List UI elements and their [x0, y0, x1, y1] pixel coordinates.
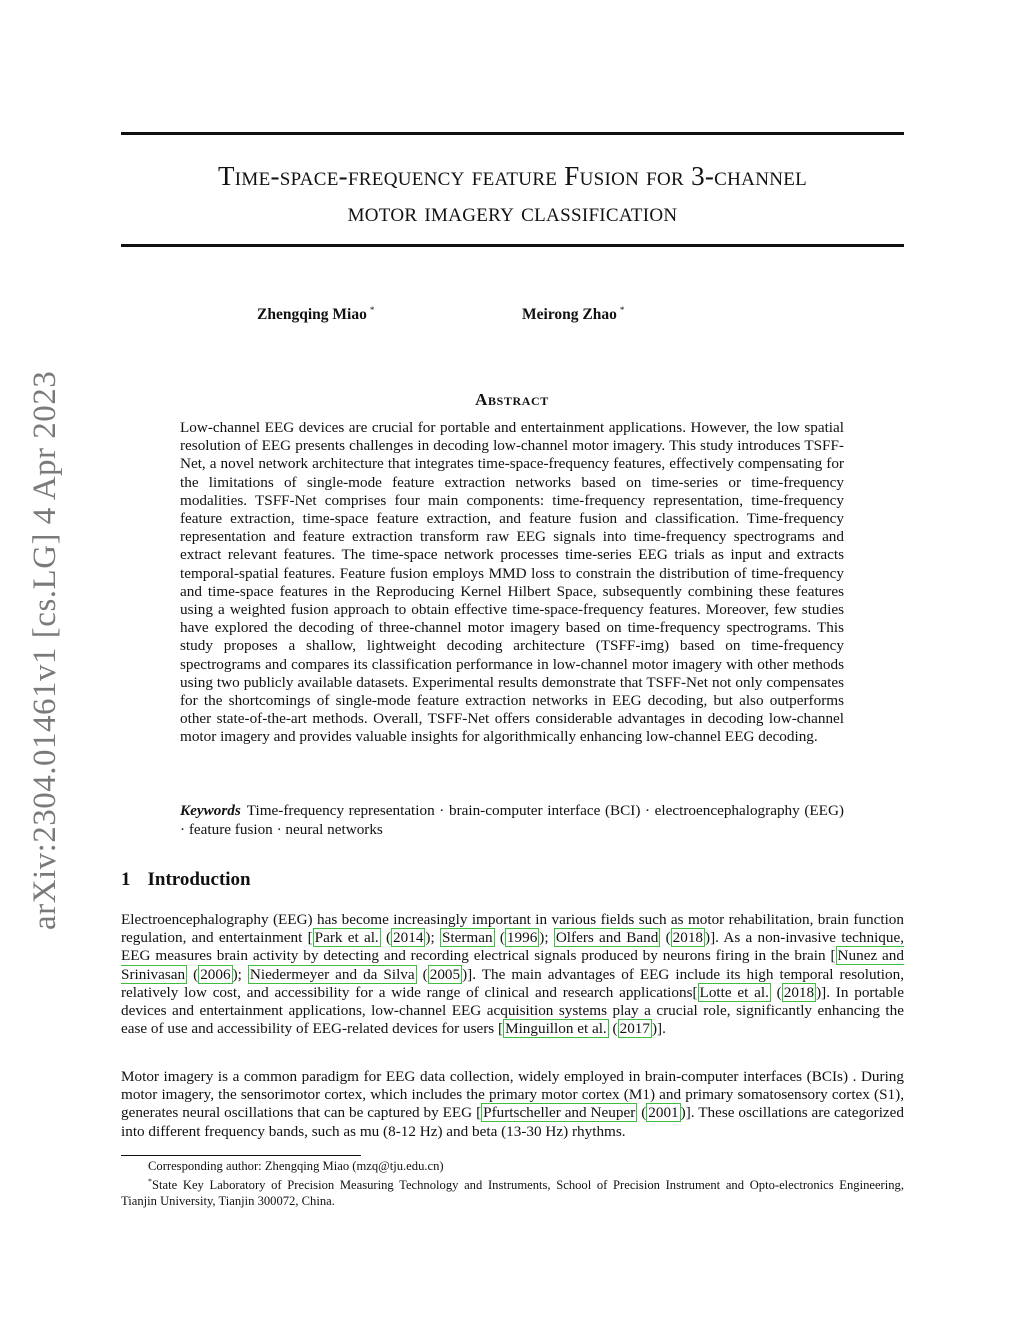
citation-link[interactable]: Olfers and Band	[555, 929, 659, 947]
author-2-mark: *	[619, 305, 625, 315]
keywords	[180, 802, 844, 839]
keywords-label: Keywords	[180, 802, 241, 819]
footnote-corresponding-author: Corresponding author: Zhengqing Miao (mzq@tju.edu.cn)	[148, 1159, 444, 1173]
section-heading-introduction	[121, 869, 251, 891]
text-run: (	[608, 1020, 618, 1038]
citation-year-link[interactable]: 2005	[429, 965, 461, 983]
affiliation-mark: *	[148, 1177, 152, 1186]
author-list	[0, 305, 1024, 327]
abstract-heading: Abstract	[475, 390, 549, 409]
keywords-text: Time-frequency representation · brain-computer interface (BCI) · electroencephalography (EEG) · feature fusion · neural networks	[180, 802, 844, 838]
author-1	[257, 305, 374, 324]
title-line-1: Time-space-frequency feature Fusion for 3-channel	[217, 161, 808, 191]
text-run: )]. As a non-invasive technique, EEG measures brain activity by detecting and recording electrical signals produced by neurons firing in the brain [	[121, 929, 905, 965]
author-1-name: Zhengqing Miao	[257, 306, 367, 324]
title-bottom-rule	[121, 244, 904, 247]
text-run: )]. The main advantages of EEG include its high temporal resolution, relatively low cost, and accessibility for a wide range of clinical and research applications[	[121, 965, 905, 1001]
text-run: (	[416, 965, 428, 983]
title-top-rule	[121, 132, 904, 135]
text-run: )]. These oscillations are categorized into different frequency bands, such as mu (8-12 Hz) and beta (13-30 Hz) rhythms.	[121, 1104, 904, 1140]
intro-paragraph-2	[121, 1068, 904, 1141]
affiliation-text: State Key Laboratory of Precision Measuring Technology and Instruments, School of Precision Instrument and Opto-electronics Engineering, Tianjin University, Tianjin 300072, China.	[121, 1178, 904, 1209]
paper-title	[121, 158, 904, 230]
citation-year-link[interactable]: 2014	[393, 929, 424, 947]
author-2-name: Meirong Zhao	[522, 306, 617, 324]
footnote-rule	[121, 1155, 361, 1156]
citation-link[interactable]: Lotte et al.	[699, 983, 769, 1001]
abstract-text: Low-channel EEG devices are crucial for portable and entertainment applications. However, the low spatial resolution of EEG presents challenges in decoding low-channel motor imagery. This study introduces TSFF-Net, a novel network architecture that integrates time-space-frequency features, effectively compensating for the limitations of single-mode feature extraction networks based on time-series or time-frequency modalities. TSFF-Net comprises four main components: time-frequency representation, time-frequency feature extraction, time-space feature extraction, and feature fusion and classification. Time-frequency representation and feature extraction transform raw EEG signals into time-frequency spectrograms and extract relevant features. The time-space network processes time-series EEG trials as input and extracts temporal-spatial features. Feature fusion employs MMD loss to constrain the distribution of time-frequency and time-space features in the Reproducing Kernel Hilbert Space, subsequently combining these features using a weighted fusion approach to obtain effective time-space-frequency features. Moreover, few studies have explored the decoding of three-channel motor imagery based on time-frequency spectrograms. This study proposes a shallow, lightweight decoding architecture (TSFF-img) based on time-frequency spectrograms and compares its classification performance in low-channel motor imagery with other methods using two publicly available datasets. Experimental results demonstrate that TSFF-Net not only compensates for the shortcomings of single-mode feature extraction networks in EEG decoding, but also outperforms other state-of-the-art methods. Overall, TSFF-Net offers considerable advantages in decoding low-channel motor imagery and provides valuable insights for algorithmically enhancing low-channel EEG decoding.	[180, 419, 844, 746]
text-run: (	[380, 929, 392, 947]
text-run: )].	[651, 1020, 666, 1038]
citation-link[interactable]: Niedermeyer and da Silva	[249, 965, 415, 983]
citation-year-link[interactable]: 2001	[648, 1104, 679, 1122]
section-title: Introduction	[147, 869, 251, 890]
citation-year-link[interactable]: 2006	[200, 965, 231, 983]
author-1-mark: *	[369, 305, 375, 315]
citation-year-link[interactable]: 2018	[783, 983, 815, 1001]
citation-link[interactable]: Nunez and Srinivasan	[121, 947, 904, 983]
text-run: );	[539, 929, 554, 947]
text-run: )]. In portable devices and entertainment applications, low-channel EEG acquisition systems play a crucial role, significantly enhancing the ease of use and accessibility of EEG-related devices for users [	[121, 983, 904, 1038]
text-run: (	[637, 1104, 647, 1122]
footnotes	[121, 1158, 904, 1209]
text-run: (	[770, 983, 782, 1001]
text-run: );	[425, 929, 440, 947]
citation-link[interactable]: Park et al.	[314, 929, 379, 947]
author-2	[522, 305, 624, 324]
citation-link[interactable]: Sterman	[441, 929, 493, 947]
citation-year-link[interactable]: 2018	[672, 929, 704, 947]
citation-year-link[interactable]: 1996	[506, 929, 538, 947]
footnote-affiliation	[121, 1174, 904, 1209]
title-line-2: motor imagery classification	[347, 197, 678, 227]
text-run: Motor imagery is a common paradigm for EEG data collection, widely employed in brain-computer interfaces (BCIs) . During motor imagery, the sensorimotor cortex, which includes the primary motor cortex (M1) and primary somatosensory cortex (S1), generates neural oscillations that can be captured by EEG [	[121, 1068, 904, 1122]
citation-link[interactable]: Minguillon et al.	[505, 1020, 607, 1038]
arxiv-identifier: arXiv:2304.01461v1 [cs.LG] 4 Apr 2023	[27, 370, 63, 930]
text-run: );	[232, 965, 248, 983]
intro-paragraph-1	[121, 911, 904, 1038]
text-run: (	[660, 929, 671, 947]
citation-link[interactable]: Pfurtscheller and Neuper	[483, 1104, 636, 1122]
text-run: Electroencephalography (EEG) has become increasingly important in various fields such as motor rehabilitation, brain function regulation, and entertainment [	[121, 911, 904, 947]
text-run: (	[494, 929, 505, 947]
section-number: 1	[121, 869, 131, 890]
citation-year-link[interactable]: 2017	[619, 1020, 650, 1038]
text-run: (	[187, 965, 199, 983]
